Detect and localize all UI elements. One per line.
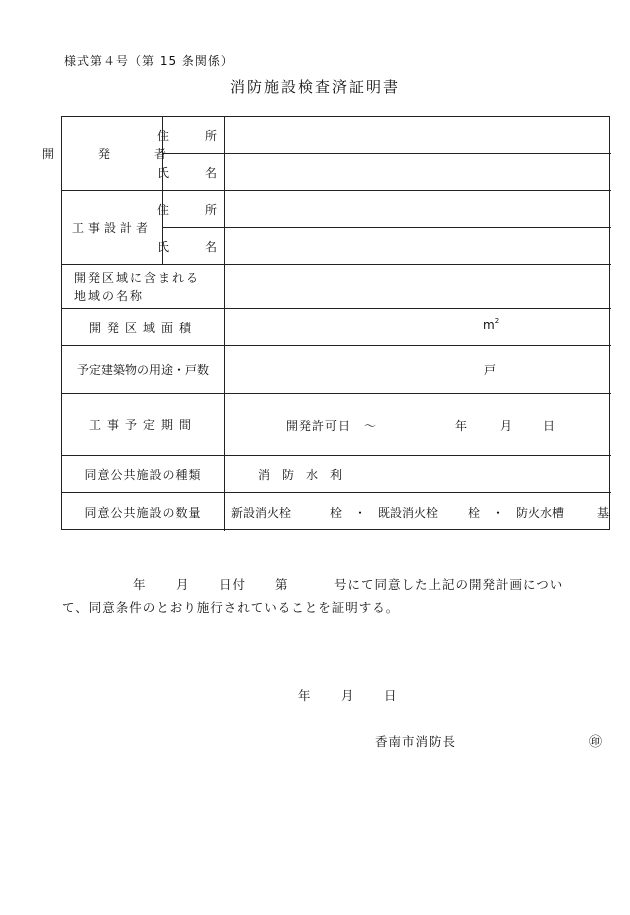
facility-type-value: 消 防 水 利 [258, 468, 343, 482]
signature-day: 日 [384, 688, 398, 703]
developer-name-label: 氏 名 [157, 165, 230, 180]
facility-count-label: 同意公共施設の数量 [84, 505, 202, 520]
designer-name-label: 氏 名 [157, 239, 230, 254]
statement-line1: 号にて同意した上記の開発計画につい [334, 577, 564, 592]
signature-year: 年 [298, 688, 312, 703]
developer-label: 開 発 者 [42, 147, 183, 161]
period-label: 工事予定期間 [88, 418, 197, 432]
developer-address-field[interactable] [224, 117, 611, 153]
signature-month: 月 [341, 688, 355, 703]
period-start-text: 開発許可日 ～ [286, 419, 378, 433]
seal-mark: ㊞ [589, 735, 603, 750]
period-year: 年 [455, 419, 468, 433]
period-month: 月 [500, 419, 513, 433]
facility-type-label: 同意公共施設の種類 [84, 467, 202, 482]
existing-hydrant-label: 栓 ・ 既設消火栓 [330, 506, 439, 520]
official-title: 香南市消防長 [375, 734, 457, 749]
building-label: 予定建築物の用途・戸数 [76, 363, 209, 377]
document-title: 消防施設検査済証明書 [229, 78, 400, 96]
designer-address-label: 住 所 [157, 202, 230, 217]
period-day: 日 [543, 419, 556, 433]
statement-number-prefix: 第 [275, 577, 289, 592]
statement-year: 年 [133, 577, 147, 592]
designer-address-field[interactable] [224, 191, 611, 227]
developer-name-field[interactable] [224, 154, 611, 190]
area-size-unit: $m^2$ [483, 317, 500, 332]
area-name-field[interactable] [224, 265, 611, 308]
form-number: 様式第４号（第 15 条関係） [64, 54, 234, 68]
water-tank-label: 栓 ・ 防火水槽 [468, 506, 565, 520]
building-unit: 戸 [484, 363, 497, 377]
water-tank-unit: 基 [597, 506, 610, 520]
developer-address-label: 住 所 [157, 128, 230, 143]
statement-dated: 日付 [219, 577, 247, 592]
statement-month: 月 [176, 577, 190, 592]
area-size-label: 開発区域面積 [88, 320, 197, 335]
statement-line2: て、同意条件のとおり施行されていることを証明する。 [62, 600, 400, 615]
area-name-label: 開発区域に含まれる 地域の名称 [74, 270, 201, 303]
designer-label: 工事設計者 [71, 221, 152, 235]
designer-name-field[interactable] [224, 228, 611, 264]
certificate-form-table [42, 116, 610, 530]
new-hydrant-label: 新設消火栓 [231, 506, 292, 520]
